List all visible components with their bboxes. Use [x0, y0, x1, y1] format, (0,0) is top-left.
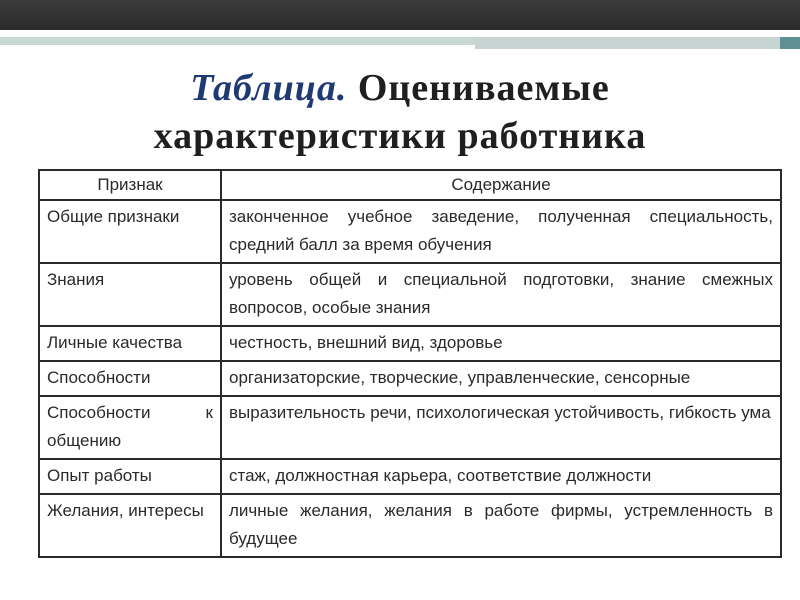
header-feature: Признак: [39, 170, 221, 200]
row-content: стаж, должностная карьера, соответствие должности: [221, 459, 781, 494]
table-row: [39, 263, 781, 326]
row-feature: Знания: [39, 263, 221, 326]
table-row: [39, 326, 781, 361]
accent-strip-right: [475, 37, 780, 49]
row-feature: Способности: [39, 361, 221, 396]
table-row: [39, 494, 781, 557]
row-feature: Общие признаки: [39, 200, 221, 263]
table-header-row: [39, 170, 781, 200]
row-content: выразительность речи, психологическая устойчивость, гибкость ума: [221, 396, 781, 459]
row-feature: Личные качества: [39, 326, 221, 361]
table-row: [39, 361, 781, 396]
table-row: [39, 396, 781, 459]
header-content: Содержание: [221, 170, 781, 200]
accent-strip: [0, 33, 800, 53]
row-content: личные желания, желания в работе фирмы, устремленность в будущее: [221, 494, 781, 557]
table-row: [39, 200, 781, 263]
title-line2: характеристики работника: [153, 115, 647, 157]
slide-title: [0, 64, 800, 160]
title-rest-line1: Оцениваемые: [347, 67, 610, 109]
row-content: уровень общей и специальной подготовки, знание смежных вопросов, особые знания: [221, 263, 781, 326]
row-content: честность, внешний вид, здоровье: [221, 326, 781, 361]
row-feature: Желания, интересы: [39, 494, 221, 557]
row-feature: Опыт работы: [39, 459, 221, 494]
row-feature: Способности к общению: [39, 396, 221, 459]
title-prefix: Таблица.: [190, 67, 348, 109]
characteristics-table: [38, 169, 782, 558]
table-row: [39, 459, 781, 494]
characteristics-table-wrap: [38, 169, 780, 558]
accent-strip-cap: [780, 37, 800, 49]
row-content: законченное учебное заведение, полученная специальность, средний балл за время обучения: [221, 200, 781, 263]
row-content: организаторские, творческие, управленческие, сенсорные: [221, 361, 781, 396]
accent-strip-left: [0, 37, 475, 45]
top-bar: [0, 0, 800, 30]
